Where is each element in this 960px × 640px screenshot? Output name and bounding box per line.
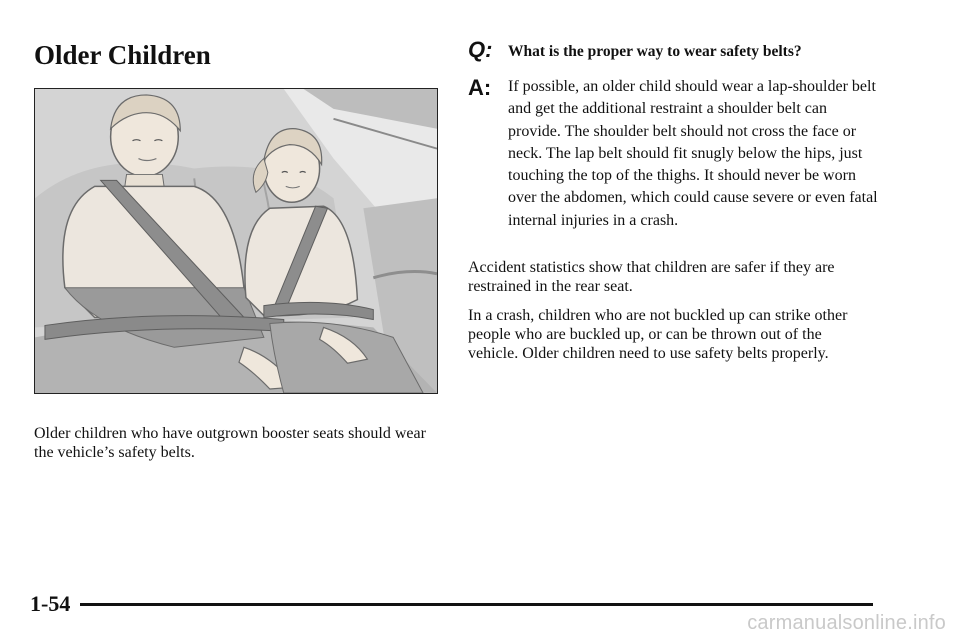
page-number: 1-54 (30, 591, 71, 616)
children-wearing-safety-belts-illustration (34, 88, 438, 394)
answer-text: If possible, an older child should wear a lap-shoulder belt and get the additional restraint a shoulder belt can provide. The shoulder belt should not cross the face or neck. The lap belt should fit snugly below the hips, just touching the top of the thighs. It should never be worn over the abdomen, which could cause severe or even fatal internal injuries in a crash. (508, 78, 878, 229)
paragraph: In a crash, children who are not buckled up can strike other people who are buckled up, or can be thrown out of the vehicle. Older children need to use safety belts properly. (468, 307, 848, 362)
illustration-caption: Older children who have outgrown booster seats should wear the vehicle’s safety belts. (34, 425, 426, 461)
question-marker: Q: (468, 37, 493, 62)
paragraph: Accident statistics show that children are safer if they are restrained in the rear seat. (468, 259, 835, 295)
footer-rule (80, 603, 873, 606)
illustration-drawing (35, 89, 437, 393)
watermark: carmanualsonline.info (747, 612, 946, 634)
answer-marker: A: (468, 75, 492, 100)
section-title: Older Children (34, 40, 211, 70)
question-text: What is the proper way to wear safety belts? (508, 43, 802, 60)
